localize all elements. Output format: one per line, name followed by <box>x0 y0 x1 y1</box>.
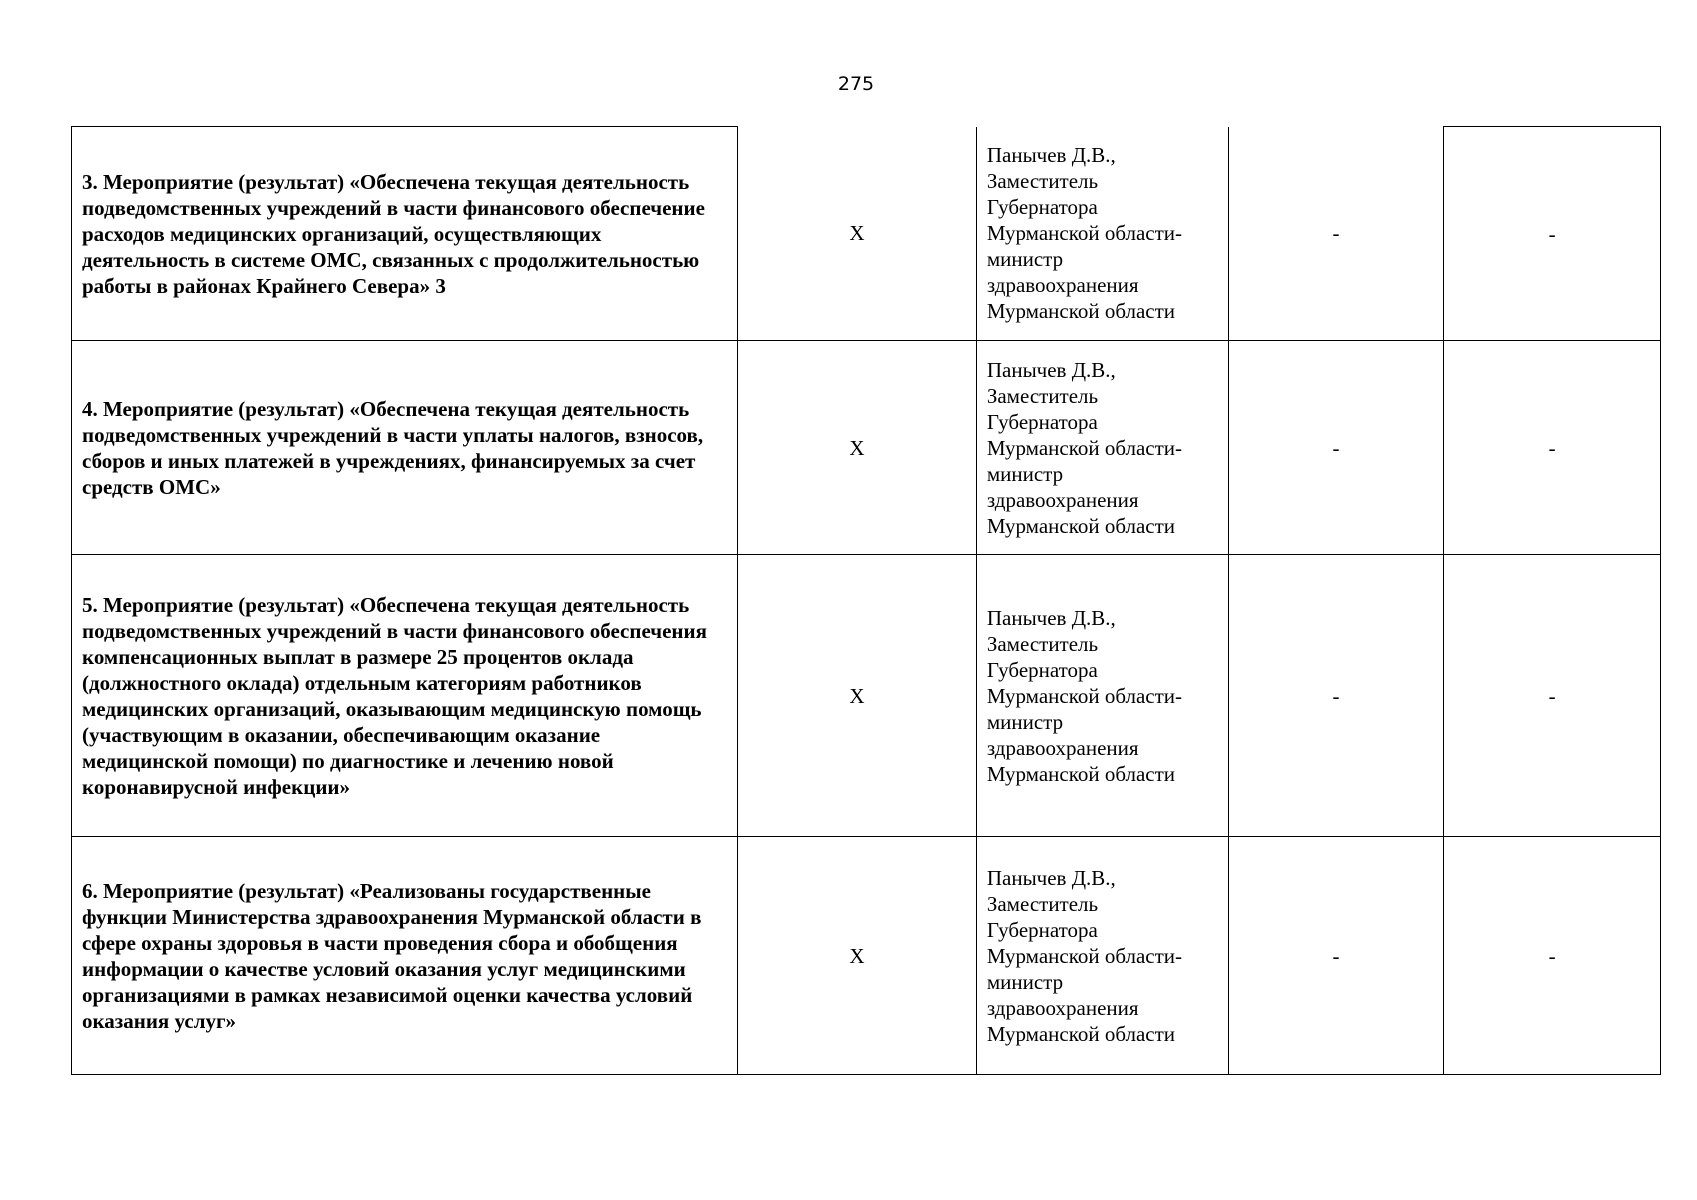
dash-cell: - <box>1228 341 1444 555</box>
responsible-line: Заместитель <box>986 169 1099 194</box>
responsible-line: Панычев Д.В., <box>986 605 1116 630</box>
responsible-line: здравоохранения <box>986 273 1139 298</box>
mark-cell: X <box>738 127 977 341</box>
table-row <box>72 127 1661 341</box>
dash-cell: - <box>1228 127 1444 341</box>
measure-title-cell <box>72 127 738 341</box>
responsible-line: здравоохранения <box>986 487 1139 512</box>
responsible-cell <box>976 837 1228 1075</box>
responsible-line: министр <box>986 709 1064 734</box>
measure-title-cell <box>72 837 738 1075</box>
responsible-line: министр <box>986 969 1064 994</box>
dash-cell: - <box>1228 555 1444 837</box>
dash-cell: - <box>1444 837 1661 1075</box>
dash-cell: - <box>1444 127 1661 341</box>
responsible-line: Заместитель <box>986 631 1099 656</box>
dash-cell: - <box>1444 341 1661 555</box>
responsible-line: Мурманской области <box>986 1021 1176 1046</box>
table-row <box>72 341 1661 555</box>
responsible-line: Мурманской области- <box>986 683 1183 708</box>
responsible-line: Мурманской области <box>986 299 1176 324</box>
measure-title: 3. Мероприятие (результат) «Обеспечена текущая деятельность подведомственных учреждений в части финансового обеспечение расходов медицинских организаций, осуществляющих деятельность в системе ОМС, связанных с продолжительностью работы в районах Крайнего Севера» 3 <box>82 169 705 298</box>
mark-cell: X <box>738 341 977 555</box>
responsible-line: Мурманской области <box>986 513 1176 538</box>
measure-title: 5. Мероприятие (результат) «Обеспечена текущая деятельность подведомственных учреждений в части финансового обеспечения компенсационных выплат в размере 25 процентов оклада (должностного оклада) отдельным категориям работников медицинских организаций, оказывающим медицинскую помощь (участвующим в оказании, обеспечивающим оказание медицинской помощи) по диагностике и лечению новой коронавирусной инфекции» <box>82 592 707 799</box>
responsible-line: Мурманской области- <box>986 435 1183 460</box>
responsible-cell <box>976 127 1228 341</box>
responsible-line: Губернатора <box>986 657 1098 682</box>
responsible-line: Мурманской области <box>986 761 1176 786</box>
responsible-line: Панычев Д.В., <box>986 357 1116 382</box>
responsible-line: министр <box>986 461 1064 486</box>
responsible-cell <box>976 341 1228 555</box>
responsible-line: Мурманской области- <box>986 221 1183 246</box>
responsible-line: Губернатора <box>986 195 1098 220</box>
dash-cell: - <box>1444 555 1661 837</box>
measures-table <box>71 126 1661 1075</box>
responsible-line: Мурманской области- <box>986 943 1183 968</box>
responsible-line: Заместитель <box>986 383 1099 408</box>
measure-title-cell <box>72 555 738 837</box>
dash-cell: - <box>1228 837 1444 1075</box>
mark-cell: X <box>738 837 977 1075</box>
responsible-line: здравоохранения <box>986 735 1139 760</box>
responsible-line: Губернатора <box>986 409 1098 434</box>
responsible-line: Заместитель <box>986 891 1099 916</box>
responsible-line: Губернатора <box>986 917 1098 942</box>
page-number: 275 <box>837 73 875 95</box>
table-row <box>72 837 1661 1075</box>
mark-cell: X <box>738 555 977 837</box>
responsible-line: Панычев Д.В., <box>986 143 1116 168</box>
responsible-line: Панычев Д.В., <box>986 865 1116 890</box>
responsible-cell <box>976 555 1228 837</box>
measure-title-cell <box>72 341 738 555</box>
responsible-line: здравоохранения <box>986 995 1139 1020</box>
measure-title: 6. Мероприятие (результат) «Реализованы государственные функции Министерства здравоохранения Мурманской области в сфере охраны здоровья в части проведения сбора и обобщения информации о качестве условий оказания услуг медицинскими организациями в рамках независимой оценки качества условий оказания услуг» <box>82 878 702 1033</box>
responsible-line: министр <box>986 247 1064 272</box>
measure-title: 4. Мероприятие (результат) «Обеспечена текущая деятельность подведомственных учреждений в части уплаты налогов, взносов, сборов и иных платежей в учреждениях, финансируемых за счет средств ОМС» <box>82 396 704 499</box>
table-row <box>72 555 1661 837</box>
